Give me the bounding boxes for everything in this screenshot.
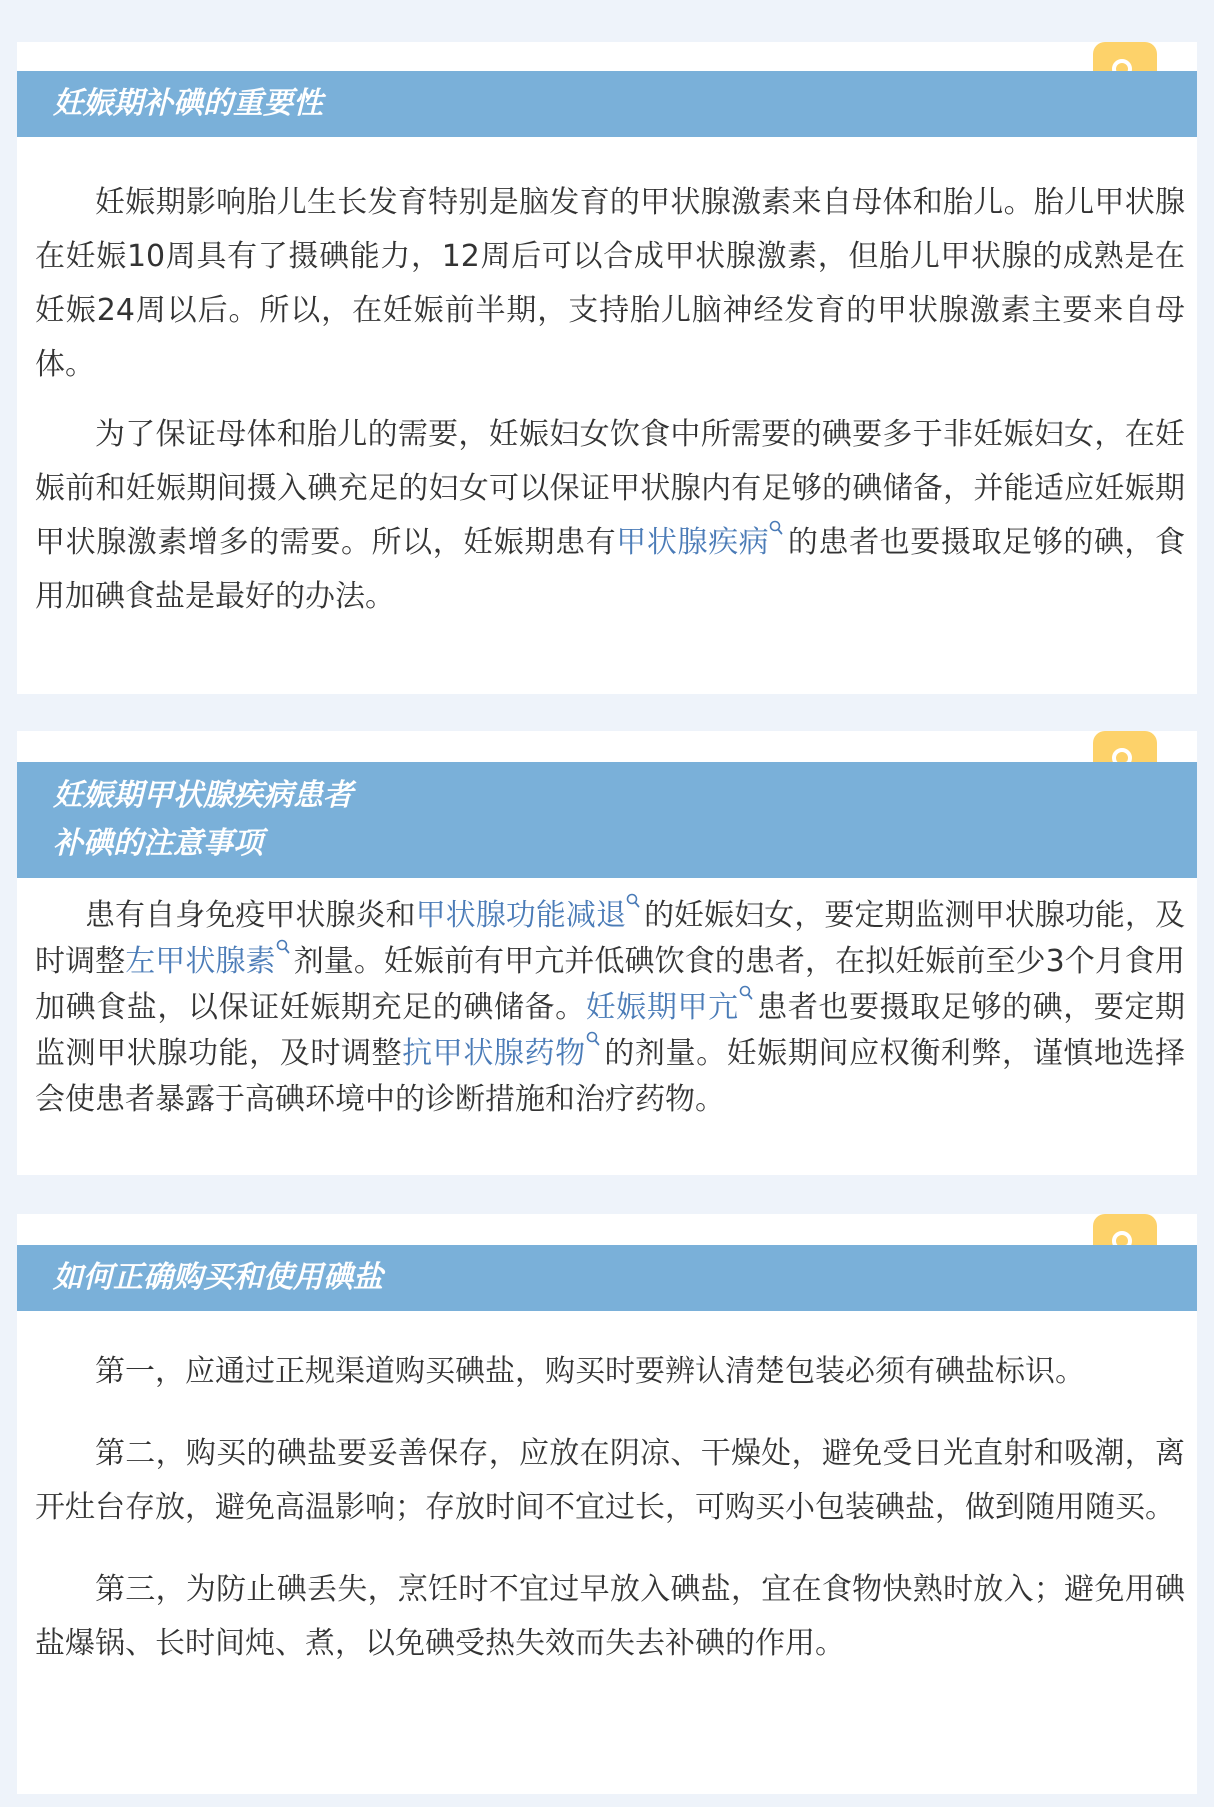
search-icon[interactable] <box>739 985 753 1005</box>
text-run: 剂量。妊娠前有甲亢并低碘饮食的患者，在拟妊娠前至少3个月食用加碘食盐，以保证妊娠期充足的碘储备。 <box>35 944 1186 1025</box>
section-header <box>17 71 1197 137</box>
section-buy-and-use-iodized-salt <box>17 1214 1197 1794</box>
section-body <box>35 176 1185 624</box>
keyword-link[interactable]: 左甲状腺素 <box>125 944 276 979</box>
search-icon[interactable] <box>769 520 783 540</box>
text-run: 的妊娠妇女，要定期监测甲状腺功能，及时调整 <box>35 898 1186 979</box>
paragraph <box>35 176 1185 392</box>
section-title: 妊娠期甲状腺疾病患者 补碘的注意事项 <box>53 778 353 861</box>
keyword-link[interactable]: 甲状腺疾病 <box>616 525 770 560</box>
section-iodine-importance <box>17 42 1197 694</box>
text-run: 第三，为防止碘丢失，烹饪时不宜过早放入碘盐，宜在食物快熟时放入；避免用碘盐爆锅、长时间炖、煮，以免碘受热失效而失去补碘的作用。 <box>35 1572 1185 1661</box>
text-run: 患有自身免疫甲状腺炎和 <box>85 898 416 933</box>
text-run: 妊娠期影响胎儿生长发育特别是脑发育的甲状腺激素来自母体和胎儿。胎儿甲状腺在妊娠10周具有了摄碘能力，12周后可以合成甲状腺激素，但胎儿甲状腺的成熟是在妊娠24周以后。所以，在妊娠前半期，支持胎儿脑神经发育的甲状腺激素主要来自母体。 <box>35 185 1185 382</box>
text-run: 的剂量。妊娠期间应权衡利弊，谨慎地选择会使患者暴露于高碘环境中的诊断措施和治疗药物。 <box>35 1036 1186 1117</box>
paragraph <box>35 1345 1185 1399</box>
keyword-link[interactable]: 甲状腺功能减退 <box>415 898 627 933</box>
text-run: 为了保证母体和胎儿的需要，妊娠妇女饮食中所需要的碘要多于非妊娠妇女，在妊娠前和妊娠期间摄入碘充足的妇女可以保证甲状腺内有足够的碘储备，并能适应妊娠期甲状腺激素增多的需要。所以，妊娠期患有 <box>35 417 1185 560</box>
search-icon[interactable] <box>586 1031 600 1051</box>
section-header <box>17 1245 1197 1311</box>
paragraph <box>35 408 1185 624</box>
section-body <box>35 1345 1185 1671</box>
section-title: 如何正确购买和使用碘盐 <box>53 1260 383 1295</box>
search-icon[interactable] <box>276 939 290 959</box>
section-header <box>17 762 1197 878</box>
paragraph <box>35 893 1185 1123</box>
text-run: 患者也要摄取足够的碘，要定期监测甲状腺功能，及时调整 <box>35 990 1186 1071</box>
paragraph <box>35 1427 1185 1535</box>
section-title: 妊娠期补碘的重要性 <box>53 86 323 121</box>
text-run: 的患者也要摄取足够的碘，食用加碘食盐是最好的办法。 <box>35 525 1186 614</box>
text-run: 第二，购买的碘盐要妥善保存，应放在阴凉、干燥处，避免受日光直射和吸潮，离开灶台存放，避免高温影响；存放时间不宜过长，可购买小包装碘盐，做到随用随买。 <box>35 1436 1185 1525</box>
keyword-link[interactable]: 抗甲状腺药物 <box>402 1036 586 1071</box>
keyword-link[interactable]: 妊娠期甲亢 <box>585 990 739 1025</box>
paragraph <box>35 1563 1185 1671</box>
section-body <box>35 893 1185 1123</box>
text-run: 第一，应通过正规渠道购买碘盐，购买时要辨认清楚包装必须有碘盐标识。 <box>95 1354 1085 1389</box>
search-icon[interactable] <box>626 893 640 913</box>
section-thyroid-disease-notes <box>17 731 1197 1175</box>
